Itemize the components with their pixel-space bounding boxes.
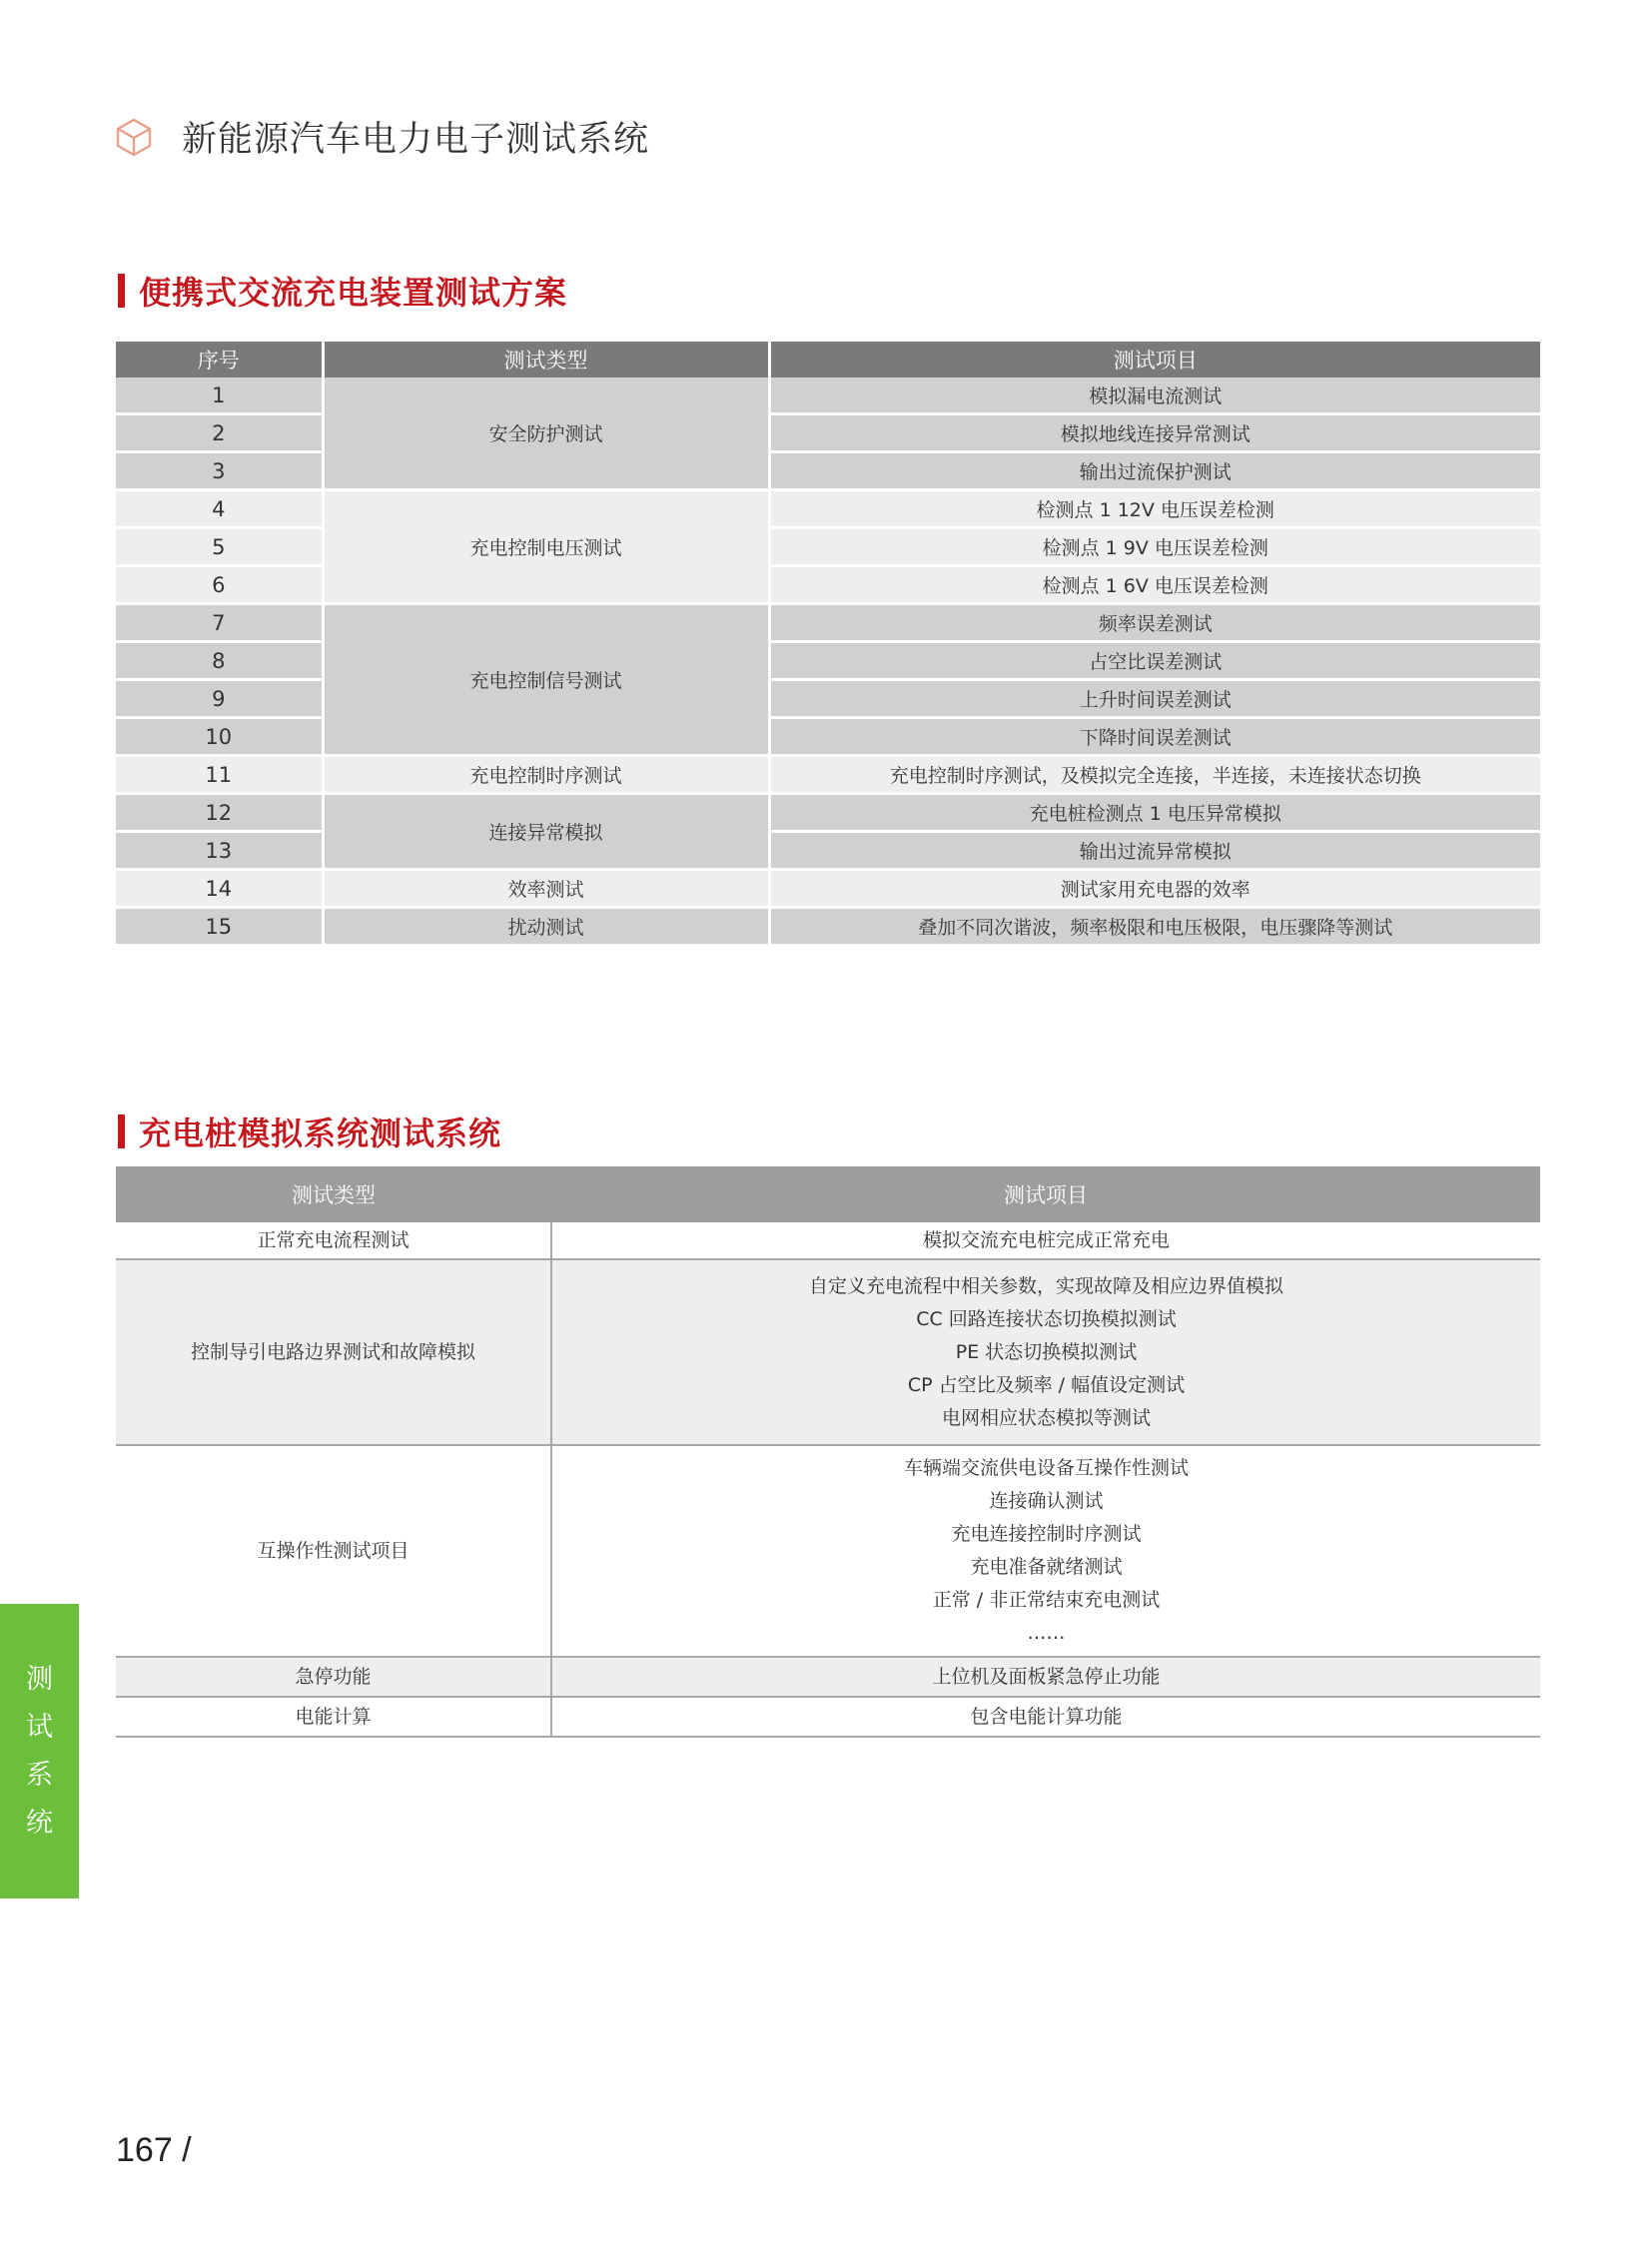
row-type: 电能计算: [116, 1697, 551, 1737]
row-items: [551, 1222, 1540, 1259]
row-item: PE 状态切换模拟测试: [955, 1340, 1138, 1363]
side-tab-char: 试: [26, 1711, 53, 1743]
table-row: [116, 377, 1540, 414]
page-header: [114, 112, 649, 162]
row-item: ……: [1027, 1622, 1066, 1644]
row-no: 5: [116, 528, 323, 566]
row-item: 模拟地线连接异常测试: [769, 414, 1540, 452]
row-item: 测试家用充电器的效率: [769, 870, 1540, 908]
table-row: [116, 794, 1540, 832]
row-no: 9: [116, 680, 323, 718]
row-item: 连接确认测试: [989, 1490, 1104, 1512]
row-item: 叠加不同次谐波，频率极限和电压极限，电压骤降等测试: [769, 908, 1540, 946]
row-type: 控制导引电路边界测试和故障模拟: [116, 1259, 551, 1445]
portable-ac-test-table: [116, 342, 1540, 947]
heading-bar: [118, 1115, 125, 1148]
row-no: 8: [116, 642, 323, 680]
row-type: 互操作性测试项目: [116, 1445, 551, 1657]
row-type: 充电控制信号测试: [323, 604, 769, 756]
table-row: [116, 908, 1540, 946]
page-number: 167 /: [116, 2131, 192, 2169]
row-item: 车辆端交流供电设备互操作性测试: [903, 1457, 1189, 1479]
table-header-row: [116, 342, 1540, 377]
section2-heading: [118, 1109, 501, 1154]
row-item: 上升时间误差测试: [769, 680, 1540, 718]
row-no: 2: [116, 414, 323, 452]
row-item: 检测点 1 12V 电压误差检测: [769, 490, 1540, 528]
row-item: 输出过流保护测试: [769, 452, 1540, 490]
row-item: 包含电能计算功能: [970, 1705, 1123, 1728]
row-type: 安全防护测试: [323, 377, 769, 490]
col-header-item: 测试项目: [769, 342, 1540, 377]
row-item: 充电连接控制时序测试: [951, 1523, 1142, 1545]
row-no: 11: [116, 756, 323, 794]
section1-heading: [118, 268, 567, 314]
col-header-type: 测试类型: [116, 1166, 551, 1222]
side-tab-char: 统: [26, 1807, 53, 1839]
table-row: [116, 1445, 1540, 1657]
table-row: [116, 604, 1540, 642]
row-type: 连接异常模拟: [323, 794, 769, 870]
table-row: [116, 756, 1540, 794]
side-tab-char: 系: [26, 1759, 53, 1791]
row-type: 充电控制时序测试: [323, 756, 769, 794]
row-item: 电网相应状态模拟等测试: [941, 1406, 1151, 1429]
row-type: 正常充电流程测试: [116, 1222, 551, 1259]
section1-title: 便携式交流充电装置测试方案: [139, 274, 568, 312]
row-no: 7: [116, 604, 323, 642]
row-item: 频率误差测试: [769, 604, 1540, 642]
side-tab-char: 测: [26, 1663, 53, 1695]
charging-pile-sim-table: [116, 1166, 1540, 1738]
table-row: [116, 1697, 1540, 1737]
row-type: 急停功能: [116, 1657, 551, 1697]
col-header-type: 测试类型: [323, 342, 769, 377]
header-title: 新能源汽车电力电子测试系统: [182, 120, 650, 160]
cube-icon: [114, 117, 154, 157]
row-item: 充电控制时序测试，及模拟完全连接，半连接，未连接状态切换: [769, 756, 1540, 794]
row-no: 10: [116, 718, 323, 756]
row-type: 效率测试: [323, 870, 769, 908]
row-item: 充电准备就绪测试: [970, 1556, 1123, 1578]
row-item: 上位机及面板紧急停止功能: [932, 1665, 1161, 1688]
row-item: CP 占空比及频率 / 幅值设定测试: [907, 1373, 1186, 1396]
row-item: 自定义充电流程中相关参数，实现故障及相应边界值模拟: [808, 1274, 1283, 1297]
row-item: 输出过流异常模拟: [769, 832, 1540, 870]
heading-bar: [118, 274, 125, 308]
table-row: [116, 1259, 1540, 1445]
section2-title: 充电桩模拟系统测试系统: [139, 1115, 502, 1152]
row-item: 下降时间误差测试: [769, 718, 1540, 756]
table-row: [116, 870, 1540, 908]
row-item: 模拟交流充电桩完成正常充电: [922, 1228, 1170, 1251]
table-header-row: [116, 1166, 1540, 1222]
table-row: [116, 1222, 1540, 1259]
row-no: 13: [116, 832, 323, 870]
row-no: 4: [116, 490, 323, 528]
row-type: 扰动测试: [323, 908, 769, 946]
row-item: 检测点 1 6V 电压误差检测: [769, 566, 1540, 604]
row-item: 模拟漏电流测试: [769, 377, 1540, 414]
row-type: 充电控制电压测试: [323, 490, 769, 604]
row-items: [551, 1445, 1540, 1657]
row-no: 1: [116, 377, 323, 414]
col-header-no: 序号: [116, 342, 323, 377]
row-item: 检测点 1 9V 电压误差检测: [769, 528, 1540, 566]
row-no: 6: [116, 566, 323, 604]
row-items: [551, 1697, 1540, 1737]
table-row: [116, 490, 1540, 528]
row-no: 14: [116, 870, 323, 908]
row-item: CC 回路连接状态切换模拟测试: [916, 1307, 1177, 1330]
row-item: 充电桩检测点 1 电压异常模拟: [769, 794, 1540, 832]
table-row: [116, 1657, 1540, 1697]
row-no: 15: [116, 908, 323, 946]
col-header-item: 测试项目: [551, 1166, 1540, 1222]
side-tab: [0, 1604, 79, 1898]
row-item: 正常 / 非正常结束充电测试: [932, 1589, 1161, 1611]
row-items: [551, 1259, 1540, 1445]
row-item: 占空比误差测试: [769, 642, 1540, 680]
row-no: 3: [116, 452, 323, 490]
row-items: [551, 1657, 1540, 1697]
row-no: 12: [116, 794, 323, 832]
